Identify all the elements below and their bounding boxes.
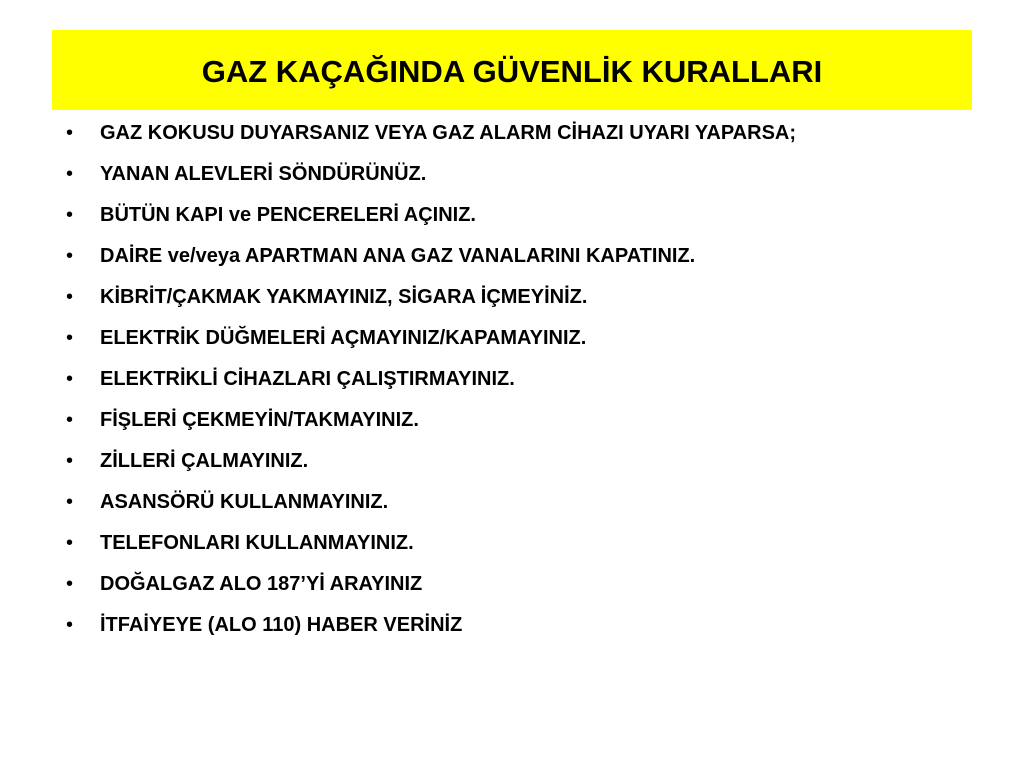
- bullet-marker: •: [66, 163, 74, 185]
- bullet-text: DOĞALGAZ ALO 187’Yİ ARAYINIZ: [100, 573, 423, 595]
- bullet-item: [66, 367, 966, 392]
- bullet-text: DAİRE ve/veya APARTMAN ANA GAZ VANALARINI KAPATINIZ.: [100, 245, 696, 267]
- slide-title: GAZ KAÇAĞINDA GÜVENLİK KURALLARI: [201, 54, 823, 89]
- bullet-marker: •: [66, 614, 74, 636]
- bullet-marker: •: [66, 409, 74, 431]
- bullet-item: [66, 285, 966, 310]
- bullet-marker: •: [66, 450, 74, 472]
- bullet-marker: •: [66, 245, 74, 267]
- bullet-marker: •: [66, 122, 74, 144]
- bullet-item: [66, 408, 966, 433]
- bullet-item: [66, 490, 966, 515]
- bullet-marker: •: [66, 286, 74, 308]
- bullet-marker: •: [66, 491, 74, 513]
- bullet-marker: •: [66, 327, 74, 349]
- bullet-item: [66, 121, 966, 146]
- bullet-text: ELEKTRİKLİ CİHAZLARI ÇALIŞTIRMAYINIZ.: [100, 368, 515, 390]
- bullet-text: GAZ KOKUSU DUYARSANIZ VEYA GAZ ALARM CİHAZI UYARI YAPARSA;: [100, 122, 797, 144]
- bullet-text: YANAN ALEVLERİ SÖNDÜRÜNÜZ.: [100, 163, 427, 185]
- bullet-text: İTFAİYEYE (ALO 110) HABER VERİNİZ: [100, 614, 463, 636]
- bullet-text: KİBRİT/ÇAKMAK YAKMAYINIZ, SİGARA İÇMEYİNİZ.: [100, 286, 588, 308]
- bullet-item: [66, 572, 966, 597]
- bullet-marker: •: [66, 368, 74, 390]
- bullet-text: ZİLLERİ ÇALMAYINIZ.: [100, 450, 309, 472]
- bullet-text: BÜTÜN KAPI ve PENCERELERİ AÇINIZ.: [100, 204, 476, 226]
- title-banner: [52, 30, 972, 110]
- bullet-item: [66, 449, 966, 474]
- bullet-marker: •: [66, 573, 74, 595]
- bullet-text: TELEFONLARI KULLANMAYINIZ.: [100, 532, 414, 554]
- bullet-text: ELEKTRİK DÜĞMELERİ AÇMAYINIZ/KAPAMAYINIZ.: [100, 327, 587, 349]
- bullet-item: [66, 244, 966, 269]
- bullet-item: [66, 162, 966, 187]
- bullet-item: [66, 531, 966, 556]
- bullet-text: ASANSÖRÜ KULLANMAYINIZ.: [100, 491, 389, 513]
- bullet-text: FİŞLERİ ÇEKMEYİN/TAKMAYINIZ.: [100, 409, 419, 431]
- bullet-marker: •: [66, 204, 74, 226]
- bullet-list: [66, 121, 966, 654]
- bullet-item: [66, 613, 966, 638]
- bullet-item: [66, 326, 966, 351]
- bullet-item: [66, 203, 966, 228]
- bullet-marker: •: [66, 532, 74, 554]
